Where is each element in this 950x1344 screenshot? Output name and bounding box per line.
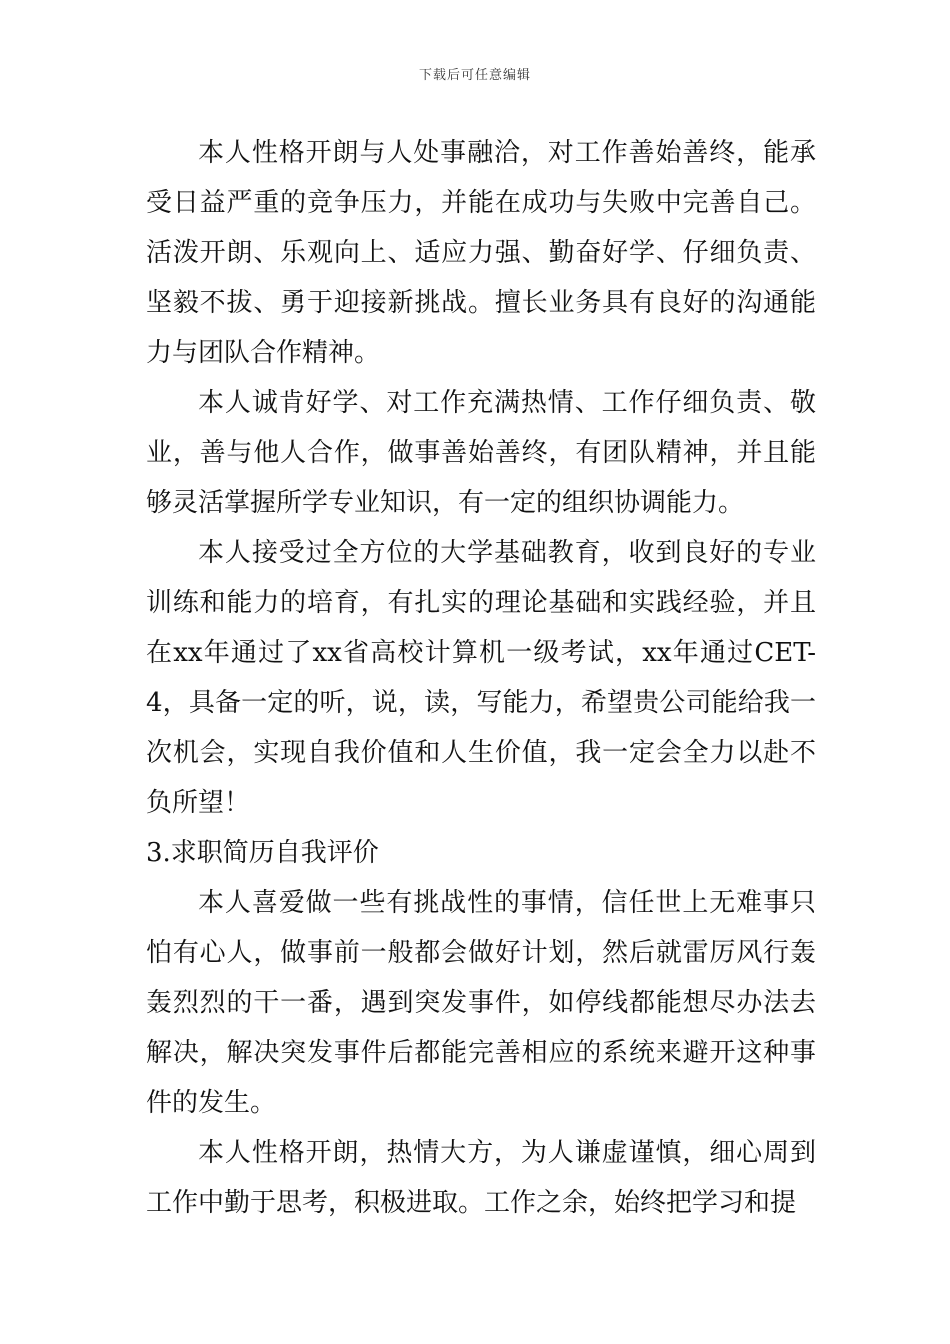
paragraph-education: 本人接受过全方位的大学基础教育，收到良好的专业训练和能力的培育，有扎实的理论基础和实践经验，并且在xx年通过了xx省高校计算机一级考试，xx年通过CET-4，具备一定的听，说，读，写能力，希望贵公司能给我一次机会，实现自我价值和人生价值，我一定会全力以赴不负所望！ bbox=[146, 538, 816, 818]
section-heading: 3.求职简历自我评价 bbox=[146, 838, 379, 868]
document-body bbox=[146, 128, 816, 1228]
paragraph-personality: 本人性格开朗与人处事融洽，对工作善始善终，能承受日益严重的竞争压力，并能在成功与失败中完善自己。活泼开朗、乐观向上、适应力强、勤奋好学、仔细负责、坚毅不拔、勇于迎接新挑战。擅长业务具有良好的沟通能力与团队合作精神。 bbox=[146, 138, 816, 368]
page-header-note: 下载后可任意编辑 bbox=[418, 68, 531, 83]
paragraph-challenges: 本人喜爱做一些有挑战性的事情，信任世上无难事只怕有心人，做事前一般都会做好计划，然后就雷厉风行轰轰烈烈的干一番，遇到突发事件，如停线都能想尽办法去解决，解决突发事件后都能完善相应的系统来避开这种事件的发生。 bbox=[146, 888, 816, 1118]
paragraph-character: 本人性格开朗，热情大方，为人谦虚谨慎，细心周到工作中勤于思考，积极进取。工作之余，始终把学习和提 bbox=[146, 1138, 816, 1218]
paragraph-work-attitude: 本人诚肯好学、对工作充满热情、工作仔细负责、敬业，善与他人合作，做事善始善终，有团队精神，并且能够灵活掌握所学专业知识，有一定的组织协调能力。 bbox=[146, 388, 816, 518]
